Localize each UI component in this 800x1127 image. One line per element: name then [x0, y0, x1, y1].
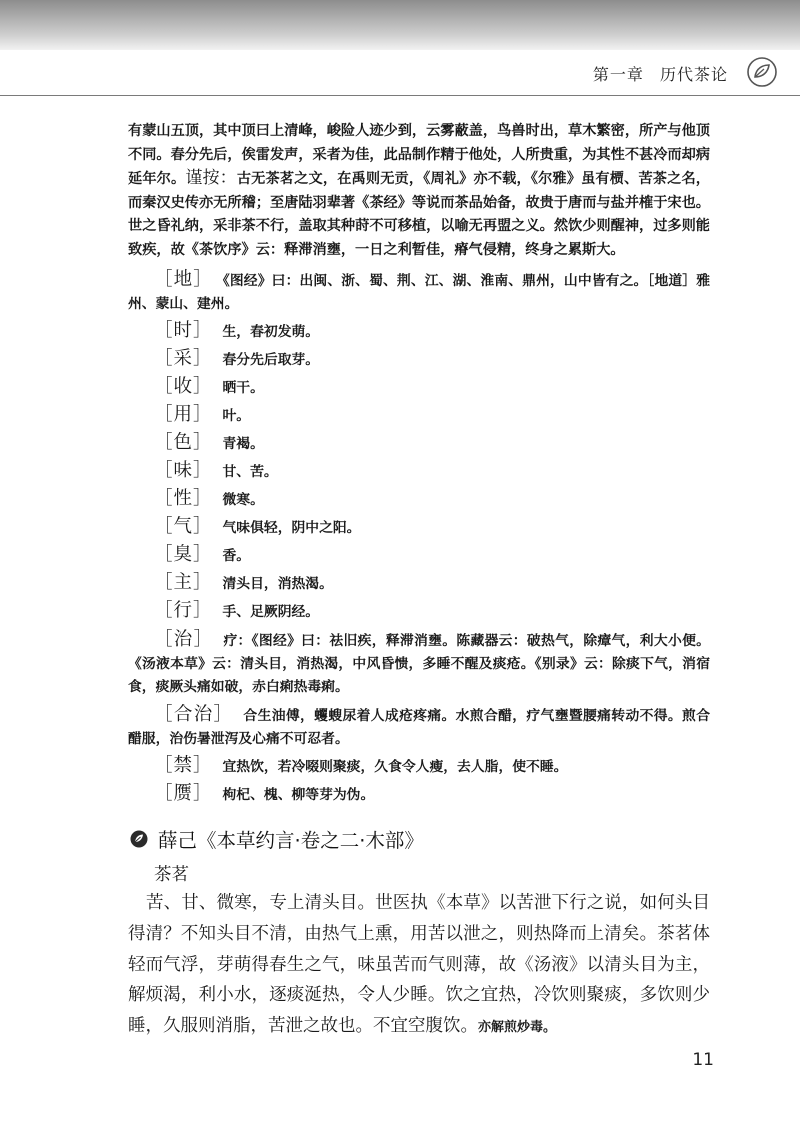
entry-di	[128, 268, 710, 316]
entry-text: 《图经》曰：出闽、浙、蜀、荆、江、湖、淮南、鼎州，山中皆有之。［地道］雅州、蒙山、建州。	[128, 273, 710, 312]
entry-text: 春分先后取芽。	[222, 352, 320, 368]
sub-heading: 茶茗	[154, 865, 189, 885]
entry-wei	[128, 459, 710, 484]
top-decorative-band	[0, 0, 800, 50]
entry-tag: ［治］	[154, 629, 214, 650]
entry-text: 微寒。	[222, 492, 264, 508]
header-rule	[0, 95, 800, 96]
entry-text: 宜热饮，若冷啜则聚痰，久食令人瘦，去人脂，使不睡。	[222, 759, 568, 775]
section-leaf-icon	[130, 830, 148, 848]
entry-tag: ［色］	[154, 432, 213, 453]
jin-label: 谨按：	[185, 168, 237, 188]
entry-text: 疗：《图经》曰：祛旧疾，释滞消壅。陈藏器云：破热气，除瘴气，利大小便。《汤液本草》云：清头目，消热渴，中风昏愦，多睡不醒及痰疮。《别录》云：除痰下气，消宿食，痰厥头痛如破，赤白痢热毒痢。	[128, 633, 710, 695]
entry-jin	[128, 754, 710, 779]
intro-paragraph	[128, 120, 710, 262]
chapter-title: 历代茶论	[659, 65, 728, 84]
entry-tag: ［行］	[154, 600, 213, 621]
entry-text: 生，春初发萌。	[222, 324, 320, 340]
body-note: 亦解煎炒毒。	[478, 1020, 557, 1036]
body-text: 苦、甘、微寒，专上清头目。世医执《本草》以苦泄下行之说，如何头目得清？不知头目不清，由热气上熏，用苦以泄之，则热降而上清矣。茶茗体轻而气浮，芽萌得春生之气，味虽苦而气则薄，故《汤液》以清头目为主，解烦渴，利小水，逐痰涎热，令人少睡。饮之宜热，冷饮则聚痰，多饮则少睡，久服则消脂，苦泄之故也。不宜空腹饮。	[128, 893, 710, 1037]
entry-text: 香。	[222, 548, 251, 564]
entry-text: 枸杞、槐、柳等芽为伪。	[222, 787, 375, 803]
entry-se	[128, 431, 710, 456]
page-content	[128, 120, 710, 1044]
entry-text: 合生油傅，蠼螋尿着人成疮疼痛。水煎合醋，疗气壅暨腰痛转动不得。煎合醋服，治伤暑泄泻及心痛不可忍者。	[128, 708, 710, 747]
entries-list	[128, 268, 710, 807]
section-heading	[128, 825, 710, 853]
entry-tag: ［性］	[154, 488, 213, 509]
entry-tag: ［禁］	[154, 755, 213, 776]
entry-tag: ［时］	[154, 320, 213, 341]
entry-shou	[128, 375, 710, 400]
entry-text: 清头目，消热渴。	[222, 576, 333, 592]
entry-tag: ［赝］	[154, 783, 213, 804]
entry-text: 叶。	[222, 408, 251, 424]
entry-text: 甘、苦。	[222, 464, 278, 480]
page-number: 11	[692, 1050, 714, 1070]
body-paragraph	[128, 888, 710, 1044]
entry-cai	[128, 347, 710, 372]
entry-xiu	[128, 543, 710, 568]
entry-qi	[128, 515, 710, 540]
entry-tag: ［气］	[154, 516, 213, 537]
tea-leaf-logo-icon	[746, 56, 778, 88]
entry-zhu	[128, 571, 710, 596]
entry-text: 晒干。	[222, 380, 264, 396]
entry-xing-channel	[128, 599, 710, 624]
entry-hezhi	[128, 703, 710, 751]
entry-xing	[128, 487, 710, 512]
entry-yong	[128, 403, 710, 428]
intro-text-2: 古无茶茗之文，在禹则无贡，《周礼》亦不载，《尔雅》虽有槚、苦茶之名，而秦汉史传亦无所稽；至唐陆羽辈著《茶经》等说而茶品始备，故贵于唐而与盐并榷于宋也。世之昏礼纳，采非茶不行，盖取其种莳不可移植，以喻无再盟之义。然饮少则醒神，过多则能致疾，故《茶饮序》云：释滞消壅，一日之利暂佳，瘠气侵精，终身之累斯大。	[128, 171, 710, 258]
entry-yan	[128, 782, 710, 807]
entry-text: 青褐。	[222, 436, 264, 452]
entry-tag: ［地］	[154, 269, 213, 290]
intro-text-1: 有蒙山五顶，其中顶曰上清峰，峻险人迹少到，云雾蔽盖，鸟兽时出，草木繁密，所产与他顶不同。春分先后，俟雷发声，采者为佳，此品制作精于他处，人所贵重，为其性不甚冷而却病延年尔。	[128, 123, 710, 187]
entry-tag: ［收］	[154, 376, 213, 397]
entry-tag: ［味］	[154, 460, 213, 481]
chapter-number: 第一章	[592, 65, 644, 84]
entry-tag: ［用］	[154, 404, 213, 425]
entry-tag: ［合治］	[154, 704, 234, 725]
entry-shi	[128, 319, 710, 344]
entry-zhi	[128, 628, 710, 699]
entry-text: 气味俱轻，阴中之阳。	[222, 520, 361, 536]
entry-text: 手、足厥阴经。	[222, 604, 320, 620]
section-title: 薛己《本草约言·卷之二·木部》	[158, 829, 424, 852]
entry-tag: ［臭］	[154, 544, 213, 565]
entry-tag: ［采］	[154, 348, 213, 369]
running-head	[583, 62, 728, 85]
entry-tag: ［主］	[154, 572, 213, 593]
